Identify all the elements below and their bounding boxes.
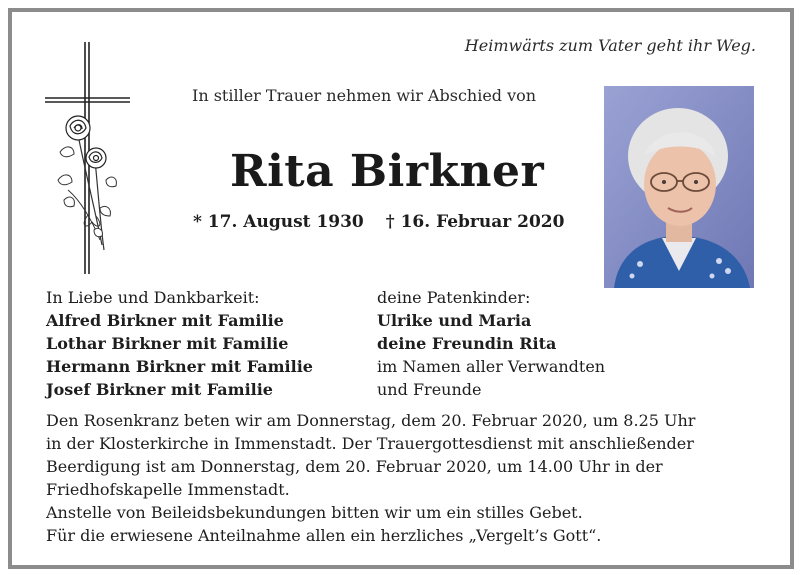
- cross-with-roses-icon: [40, 40, 140, 280]
- family-heading: In Liebe und Dankbarkeit:: [46, 288, 260, 307]
- announcement-line: Den Rosenkranz beten wir am Donnerstag, dem 20. Februar 2020, um 8.25 Uhr: [46, 411, 696, 430]
- announcement-line: Beerdigung ist am Donnerstag, dem 20. Februar 2020, um 14.00 Uhr in der: [46, 457, 663, 476]
- announcement-line: in der Klosterkirche in Immenstadt. Der Trauergottesdienst mit anschließender: [46, 434, 694, 453]
- life-dates: [193, 212, 564, 232]
- relatives-line: im Namen aller Verwandten: [377, 357, 606, 376]
- family-member: Lothar Birkner mit Familie: [46, 334, 289, 353]
- friends-line: und Freunde: [377, 380, 482, 399]
- godchildren-names: Ulrike und Maria: [377, 311, 532, 330]
- announcement-line: Anstelle von Beileidsbekundungen bitten wir um ein stilles Gebet.: [46, 503, 583, 522]
- family-column: [46, 286, 313, 401]
- portrait-photo: [604, 86, 754, 288]
- godchildren-heading: deine Patenkinder:: [377, 288, 531, 307]
- service-announcement: [46, 409, 766, 547]
- godchildren-column: [377, 286, 605, 401]
- death-date: † 16. Februar 2020: [385, 212, 565, 232]
- family-member: Alfred Birkner mit Familie: [46, 311, 284, 330]
- announcement-line: Für die erwiesene Anteilnahme allen ein herzliches „Vergelt’s Gott“.: [46, 526, 602, 545]
- announcement-line: Friedhofskapelle Immenstadt.: [46, 480, 290, 499]
- family-member: Hermann Birkner mit Familie: [46, 357, 313, 376]
- deceased-name: Rita Birkner: [230, 146, 545, 197]
- intro-text: In stiller Trauer nehmen wir Abschied von: [192, 86, 537, 105]
- birth-date: * 17. August 1930: [193, 212, 364, 232]
- friend-name: deine Freundin Rita: [377, 334, 557, 353]
- motto: Heimwärts zum Vater geht ihr Weg.: [464, 36, 756, 55]
- family-member: Josef Birkner mit Familie: [46, 380, 273, 399]
